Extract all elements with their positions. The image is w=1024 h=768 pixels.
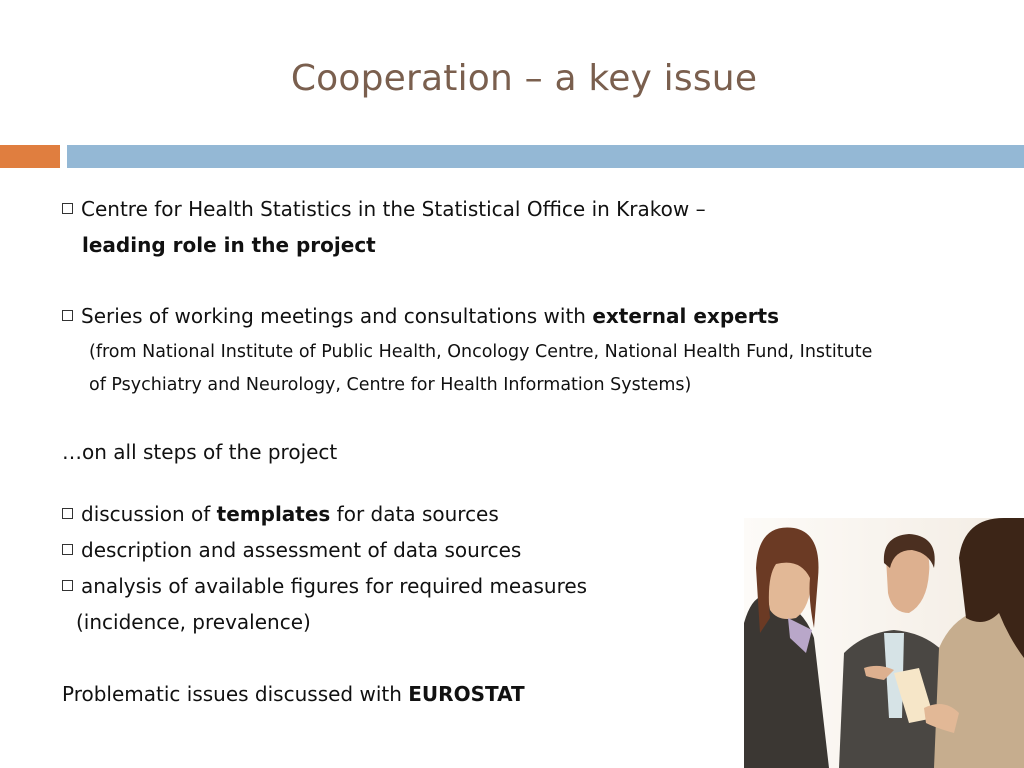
business-people-photo xyxy=(744,518,1024,768)
accent-bar-orange xyxy=(0,145,60,168)
square-bullet-icon xyxy=(62,508,73,519)
closing-line: Problematic issues discussed with EUROSTAT xyxy=(62,682,525,706)
bullet-item-2: Series of working meetings and consultations with external experts xyxy=(62,304,779,328)
bullet-item-5-sub: (incidence, prevalence) xyxy=(76,610,311,634)
accent-bar-blue xyxy=(67,145,1024,168)
square-bullet-icon xyxy=(62,580,73,591)
bullet-item-2-sub2: of Psychiatry and Neurology, Centre for Health Information Systems) xyxy=(89,375,692,395)
square-bullet-icon xyxy=(62,310,73,321)
bullet-item-2-sub1: (from National Institute of Public Health, Oncology Centre, National Health Fund, Institute xyxy=(89,342,873,362)
slide-title: Cooperation – a key issue xyxy=(290,58,758,99)
bullet-item-5: analysis of available figures for required measures xyxy=(62,574,587,598)
steps-line: …on all steps of the project xyxy=(62,440,338,464)
bullet-item-1: Centre for Health Statistics in the Statistical Office in Krakow – xyxy=(62,197,706,221)
square-bullet-icon xyxy=(62,203,73,214)
bullet-item-1-bold: leading role in the project xyxy=(82,233,376,257)
bullet-item-3: discussion of templates for data sources xyxy=(62,502,499,526)
square-bullet-icon xyxy=(62,544,73,555)
bullet-item-4: description and assessment of data sources xyxy=(62,538,521,562)
